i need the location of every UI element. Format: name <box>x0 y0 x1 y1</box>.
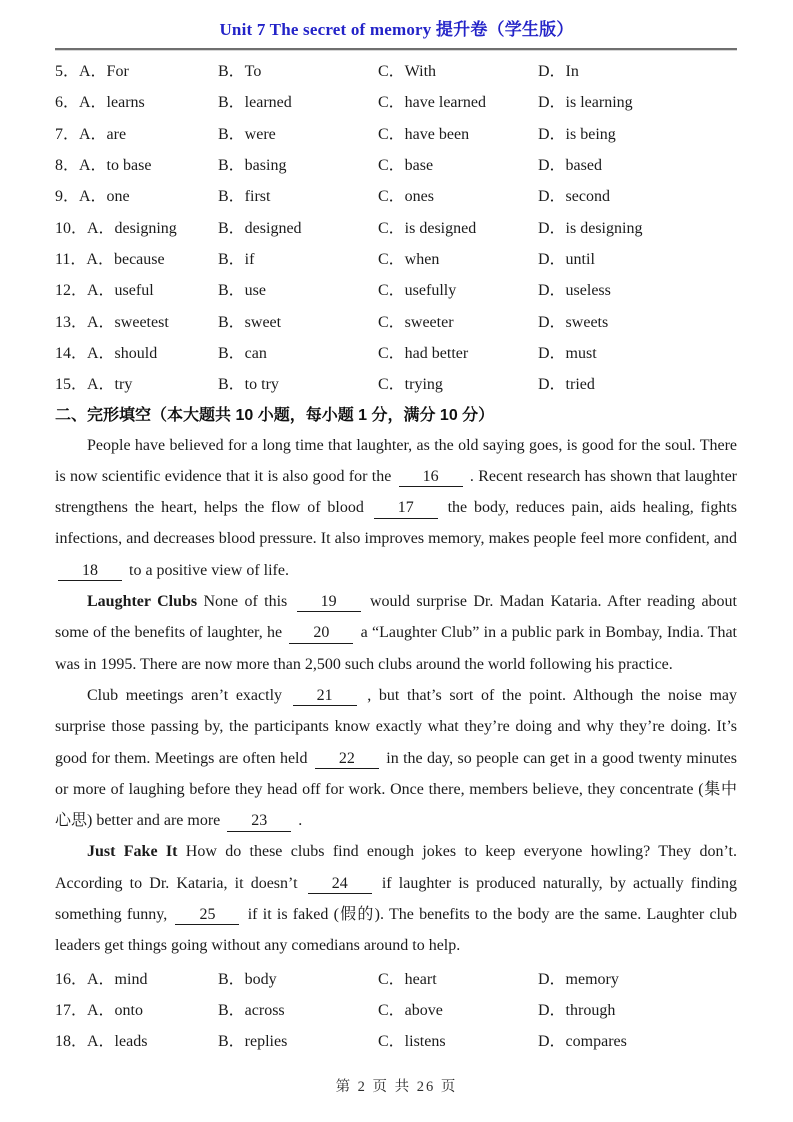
choice-block-bottom <box>55 962 737 1056</box>
cloze-blank: 24 <box>308 875 372 894</box>
choice-cell: 8．A．to base <box>55 157 152 175</box>
choice-cell: C．heart <box>378 970 437 988</box>
choice-cell: C．when <box>378 250 440 268</box>
choice-cell: B．learned <box>218 94 292 112</box>
choice-cell: 14．A．should <box>55 344 158 362</box>
choice-cell: 5．A．For <box>55 63 129 81</box>
choice-cell: 16．A．mind <box>55 970 148 988</box>
choice-cell: B．use <box>218 282 267 300</box>
choice-cell: 18．A．leads <box>55 1033 148 1051</box>
cloze-paragraph <box>55 836 737 961</box>
choice-row <box>55 993 737 1024</box>
choice-cell: C．is designed <box>378 219 477 237</box>
choice-cell: D．second <box>538 188 610 206</box>
cloze-blank: 18 <box>58 562 122 581</box>
choice-row <box>55 179 737 210</box>
choice-cell: B．sweet <box>218 313 282 331</box>
choice-cell: 6．A．learns <box>55 94 145 112</box>
choice-cell: C．sweeter <box>378 313 454 331</box>
bold-run: Laughter Clubs <box>87 593 198 611</box>
bold-run: Just Fake It <box>87 843 178 861</box>
cloze-blank: 23 <box>227 812 291 831</box>
choice-row <box>55 117 737 148</box>
choice-row <box>55 336 737 367</box>
choice-cell: 12．A．useful <box>55 282 154 300</box>
choice-cell: C．With <box>378 63 437 81</box>
text-run: Club meetings aren’t exactly <box>87 686 290 704</box>
choice-cell: 15．A．try <box>55 376 133 394</box>
choice-cell: B．across <box>218 1002 285 1020</box>
choice-row <box>55 148 737 179</box>
text-run: the body, reduces pain, aids healing, fights infections, and decreases blood pressure. It also improves memory, makes people feel more confident, and <box>55 499 737 548</box>
choice-cell: C．above <box>378 1002 443 1020</box>
cloze-blank: 25 <box>175 906 239 925</box>
cloze-paragraph <box>55 680 737 836</box>
cloze-blank: 21 <box>293 687 357 706</box>
choice-cell: C．usefully <box>378 282 457 300</box>
text-run: a “Laughter Club” in a public park in Bombay, India. That was in 1995. There are now more than 2,500 such clubs around the world following his practice. <box>55 624 738 673</box>
cloze-blank: 22 <box>315 750 379 769</box>
text-run: . <box>294 812 303 830</box>
text-run: in the day, so people can get in a good twenty minutes or more of laughing before they head off for work. Once there, members believe, they concentrate (集中心思) better and are more <box>55 749 738 830</box>
choice-cell: B．To <box>218 63 262 81</box>
choice-cell: D．must <box>538 344 597 362</box>
choice-cell: B．were <box>218 125 276 143</box>
choice-cell: C．had better <box>378 344 469 362</box>
text-run: How do these clubs find enough jokes to keep everyone howling? They don’t. According to Dr. Kataria, it doesn’t <box>55 843 737 892</box>
choice-row <box>55 54 737 85</box>
choice-cell: C．have been <box>378 125 470 143</box>
text-run: if it is faked (假的). The benefits to the body are the same. Laughter club leaders get things going without any comedians around to help. <box>55 906 737 955</box>
cloze-blank: 20 <box>289 624 353 643</box>
choice-cell: 13．A．sweetest <box>55 313 169 331</box>
choice-cell: D．In <box>538 63 579 81</box>
text-run: , but that’s sort of the point. Although the noise may surprise those passing by, the participants know exactly what they’re doing and why they’re doing. It’s good for them. Meetings are often held <box>55 686 737 767</box>
choice-cell: C．trying <box>378 376 443 394</box>
cloze-blank: 19 <box>297 593 361 612</box>
choice-cell: D．based <box>538 157 602 175</box>
choice-cell: D．useless <box>538 282 611 300</box>
choice-row <box>55 210 737 241</box>
choice-block-top <box>55 54 737 398</box>
choice-cell: B．first <box>218 188 271 206</box>
choice-cell: D．tried <box>538 376 595 394</box>
choice-cell: D．is being <box>538 125 616 143</box>
choice-row <box>55 85 737 116</box>
choice-cell: 11．A．because <box>55 250 165 268</box>
text-run: would surprise Dr. Madan Kataria. After reading about some of the benefits of laughter, he <box>55 593 737 642</box>
choice-cell: D．is learning <box>538 94 633 112</box>
text-run: People have believed for a long time that laughter, as the old saying goes, is good for the soul. There is now scientific evidence that it is also good for the <box>55 436 737 485</box>
choice-cell: D．is designing <box>538 219 643 237</box>
text-run: to a positive view of life. <box>125 561 289 579</box>
choice-cell: B．can <box>218 344 267 362</box>
page-content <box>0 50 793 1056</box>
choice-row <box>55 367 737 398</box>
choice-cell: 9．A．one <box>55 188 130 206</box>
choice-cell: B．body <box>218 970 277 988</box>
choice-row <box>55 242 737 273</box>
choice-cell: D．memory <box>538 970 619 988</box>
choice-cell: C．listens <box>378 1033 446 1051</box>
choice-cell: C．ones <box>378 188 435 206</box>
cloze-blank: 17 <box>374 499 438 518</box>
choice-cell: 10．A．designing <box>55 219 177 237</box>
choice-cell: B．designed <box>218 219 302 237</box>
cloze-passage <box>55 430 737 962</box>
choice-cell: D．through <box>538 1002 616 1020</box>
section-heading: 二、完形填空（本大题共 10 小题，每小题 1 分，满分 10 分） <box>55 407 495 425</box>
cloze-paragraph <box>55 430 737 586</box>
choice-cell: D．compares <box>538 1033 627 1051</box>
choice-cell: C．have learned <box>378 94 486 112</box>
choice-cell: B．to try <box>218 376 279 394</box>
choice-cell: B．if <box>218 250 255 268</box>
choice-cell: 17．A．onto <box>55 1002 144 1020</box>
cloze-paragraph <box>55 586 737 680</box>
page-title: Unit 7 The secret of memory 提升卷（学生版） <box>219 20 574 39</box>
choice-cell: B．replies <box>218 1033 288 1051</box>
choice-cell: 7．A．are <box>55 125 127 143</box>
choice-cell: D．until <box>538 250 595 268</box>
choice-cell: B．basing <box>218 157 287 175</box>
text-run: if laughter is produced naturally, by actually finding something funny, <box>55 874 737 924</box>
choice-cell: C．base <box>378 157 434 175</box>
text-run: . Recent research has shown that laughter strengthens the heart, helps the flow of blood <box>55 467 738 517</box>
choice-row <box>55 962 737 993</box>
choice-row <box>55 1024 737 1055</box>
choice-cell: D．sweets <box>538 313 609 331</box>
choice-row <box>55 304 737 335</box>
cloze-blank: 16 <box>399 468 463 487</box>
text-run: None of this <box>197 593 294 611</box>
choice-row <box>55 273 737 304</box>
page-number: 第 2 页 共 26 页 <box>335 1079 458 1095</box>
